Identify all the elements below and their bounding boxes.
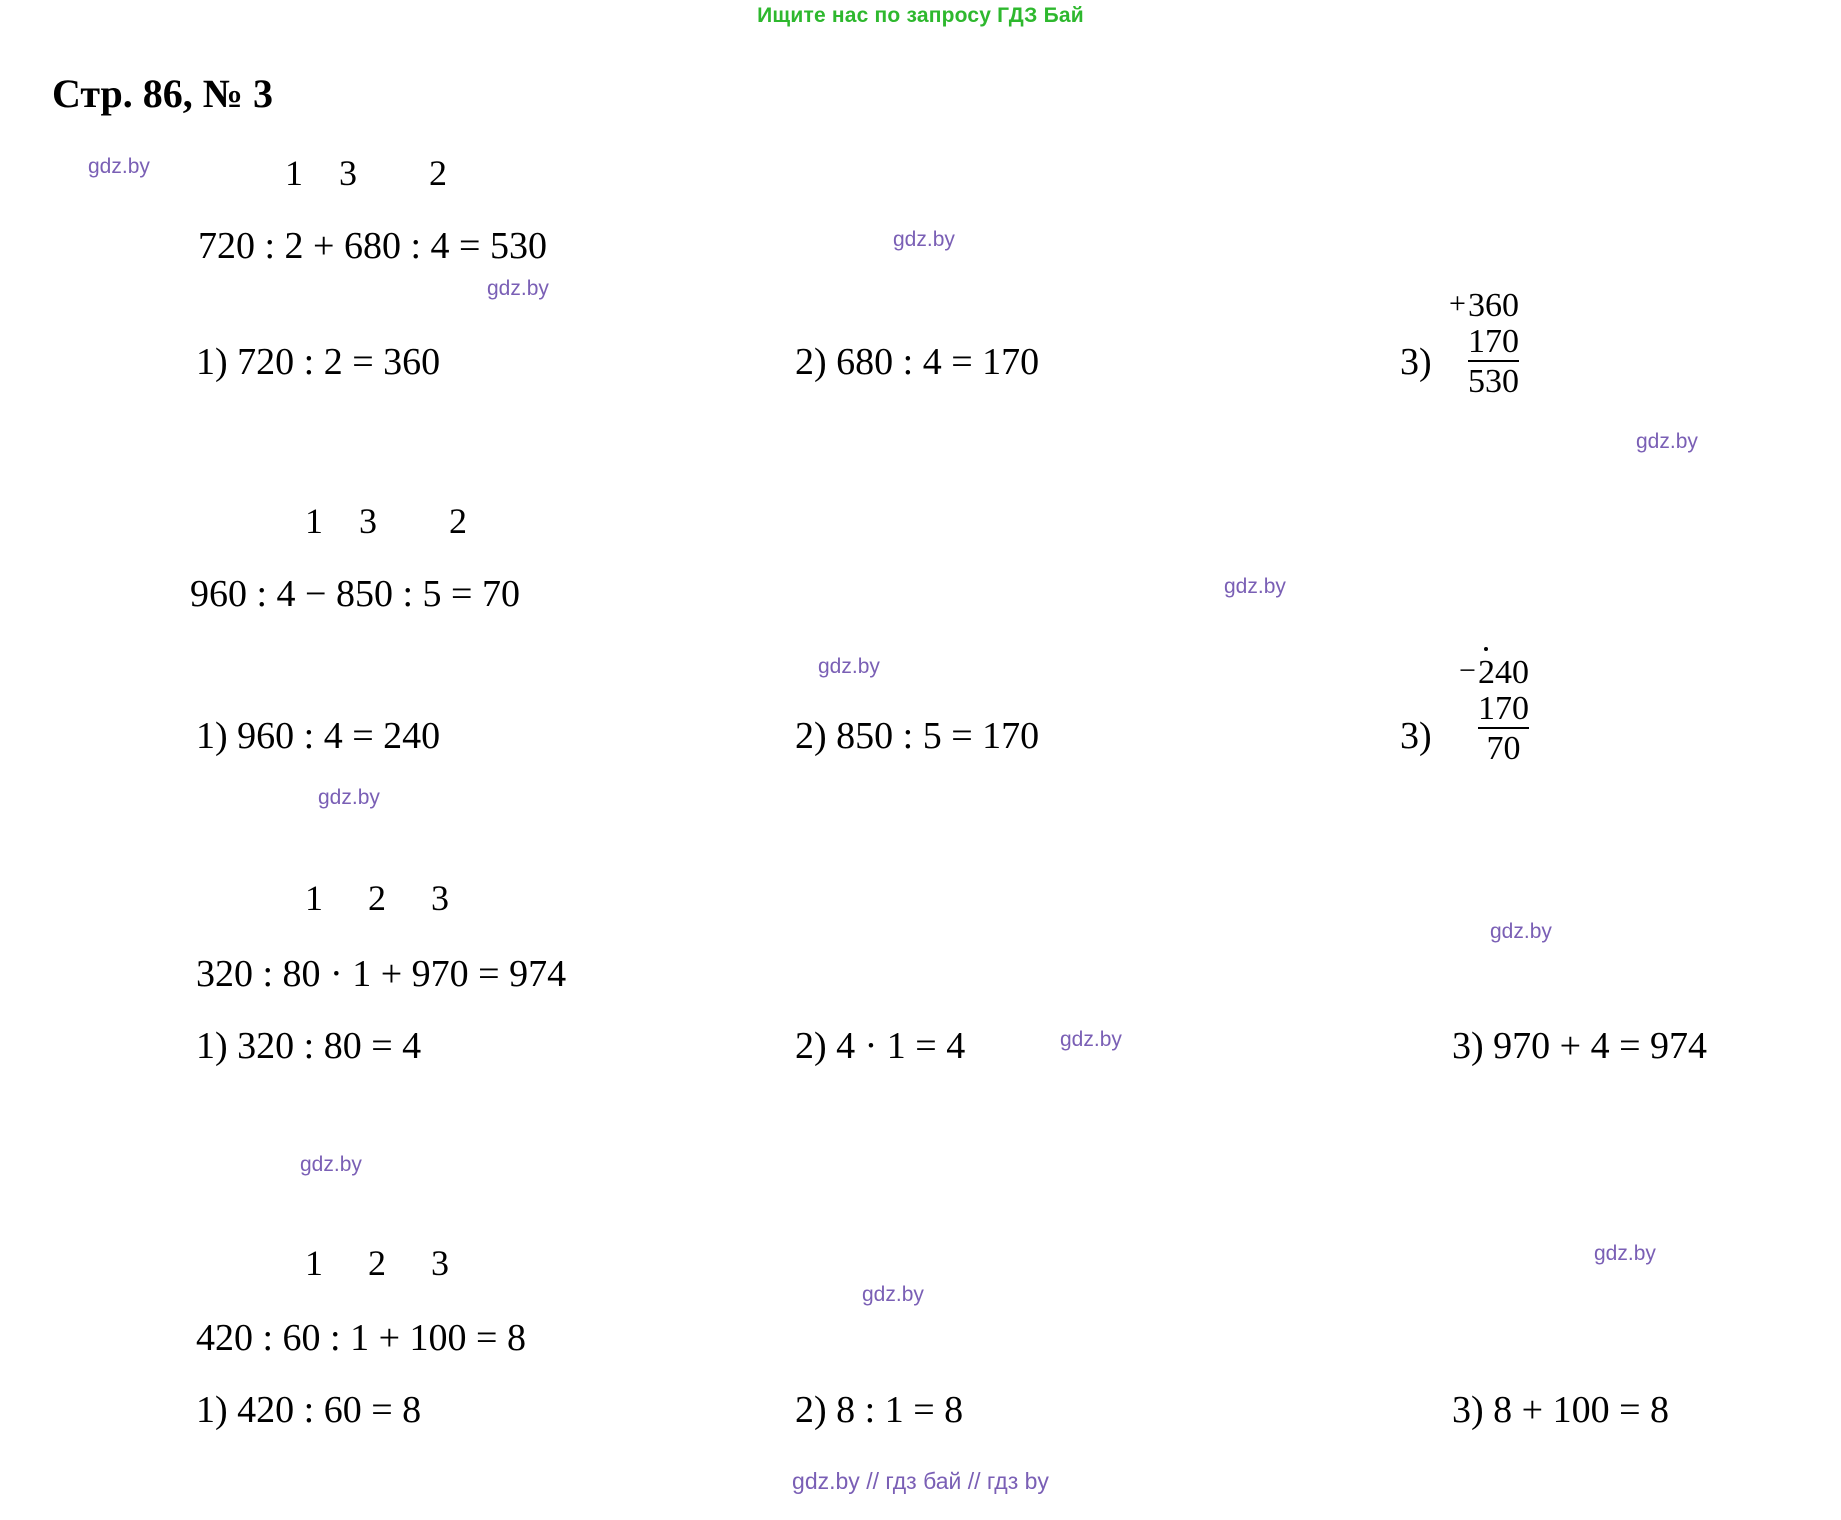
page-title: Стр. 86, № 3 — [52, 71, 273, 116]
column-operand-bottom: 170 — [1468, 324, 1519, 363]
watermark-text: gdz.by — [893, 228, 955, 251]
solution-step: 1) 960 : 4 = 240 — [196, 715, 441, 757]
operation-order-labels: 1 3 2 — [285, 153, 447, 193]
watermark-text: gdz.by — [818, 655, 880, 678]
solution-step: 2) 850 : 5 = 170 — [795, 715, 1040, 757]
solution-step: 1) 420 : 60 = 8 — [196, 1389, 422, 1431]
column-result: 70 — [1486, 730, 1521, 768]
column-arithmetic — [1459, 654, 1529, 768]
page-footer: gdz.by // гдз бай // гдз by — [792, 1468, 1049, 1494]
solution-step: 1) 320 : 80 = 4 — [196, 1025, 422, 1067]
operation-order-labels: 1 2 3 — [305, 1243, 449, 1283]
solution-step: 3) 8 + 100 = 8 — [1452, 1389, 1670, 1431]
operation-order-labels: 1 2 3 — [305, 878, 449, 918]
watermark-text: gdz.by — [300, 1153, 362, 1176]
solution-step: 2) 8 : 1 = 8 — [795, 1389, 964, 1431]
watermark-text: gdz.by — [1636, 430, 1698, 453]
watermark-text: gdz.by — [1490, 920, 1552, 943]
solution-step: 2) 680 : 4 = 170 — [795, 341, 1040, 383]
column-operator-sign: + — [1449, 287, 1466, 320]
column-operand-top — [1449, 287, 1519, 324]
watermark-text: gdz.by — [88, 155, 150, 178]
expression: 960 : 4 − 850 : 5 = 70 — [190, 573, 520, 615]
column-step-label: 3) — [1400, 715, 1432, 757]
watermark-text: gdz.by — [318, 786, 380, 809]
site-banner: Ищите нас по запросу ГДЗ Бай — [757, 4, 1084, 27]
column-step-label: 3) — [1400, 341, 1432, 383]
column-arithmetic — [1449, 287, 1519, 401]
expression: 320 : 80 · 1 + 970 = 974 — [196, 953, 567, 995]
watermark-text: gdz.by — [1224, 575, 1286, 598]
solution-step: 2) 4 · 1 = 4 — [795, 1025, 966, 1067]
column-top-value: 240 — [1478, 654, 1529, 691]
column-operand-top — [1459, 654, 1529, 691]
expression: 420 : 60 : 1 + 100 = 8 — [196, 1317, 526, 1359]
solution-step: 1) 720 : 2 = 360 — [196, 341, 441, 383]
watermark-text: gdz.by — [862, 1283, 924, 1306]
watermark-text: gdz.by — [1060, 1028, 1122, 1051]
operation-order-labels: 1 3 2 — [305, 501, 467, 541]
column-operand-bottom: 170 — [1478, 691, 1529, 730]
expression: 720 : 2 + 680 : 4 = 530 — [198, 225, 547, 267]
watermark-text: gdz.by — [487, 277, 549, 300]
column-result: 530 — [1468, 363, 1519, 401]
column-operator-sign: − — [1459, 654, 1476, 687]
solution-step: 3) 970 + 4 = 974 — [1452, 1025, 1708, 1067]
carry-dot — [1484, 647, 1488, 651]
watermark-text: gdz.by — [1594, 1242, 1656, 1265]
column-top-value: 360 — [1468, 287, 1519, 324]
